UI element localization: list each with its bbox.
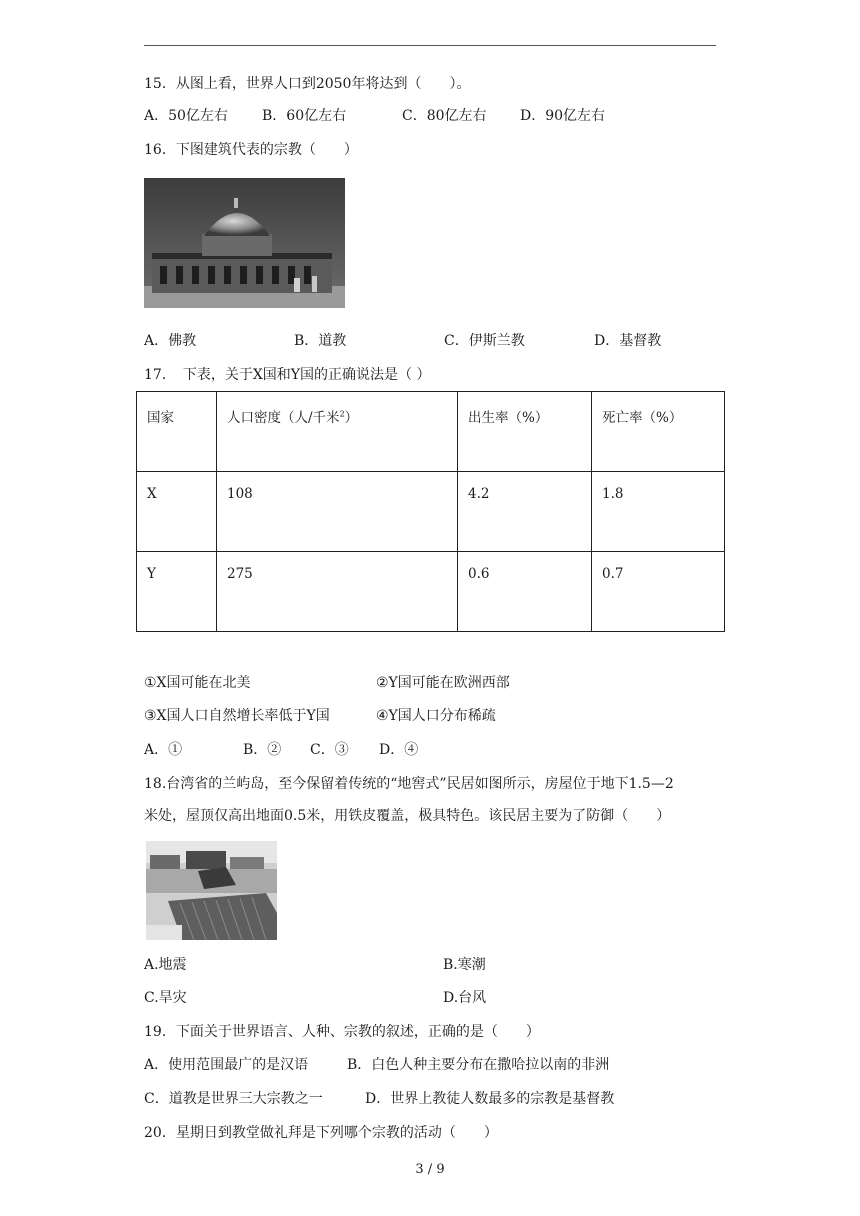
question-18-stem-line1: 18.台湾省的兰屿岛，至今保留着传统的“地窖式”民居如图所示，房屋位于地下1.5—2 — [144, 776, 674, 792]
table-header-row — [137, 392, 725, 472]
q16-option-a: A．佛教 — [144, 333, 197, 349]
table-row — [137, 552, 725, 632]
mosque-photo — [144, 178, 345, 308]
question-15-stem: 15．从图上看，世界人口到2050年将达到（ ）。 — [144, 76, 471, 92]
table-header-cell: 国家 — [137, 392, 217, 472]
question-18-stem-line2: 米处，屋顶仅高出地面0.5米，用铁皮覆盖，极具特色。该民居主要为了防御（ ） — [144, 808, 671, 824]
table-header-cell: 死亡率（%） — [592, 392, 725, 472]
header-rule — [144, 45, 716, 46]
table-cell: 0.6 — [458, 552, 592, 632]
q18-option-a: A.地震 — [144, 957, 187, 973]
table-cell: 1.8 — [592, 472, 725, 552]
q17-statement-4: ④Y国人口分布稀疏 — [376, 708, 496, 724]
cellar-house-photo — [146, 841, 277, 940]
q17-option-a: A．① — [144, 742, 183, 758]
q15-option-b: B．60亿左右 — [262, 108, 347, 124]
q17-statement-2: ②Y国可能在欧洲西部 — [376, 675, 510, 691]
table-cell: X — [137, 472, 217, 552]
q15-option-c: C．80亿左右 — [402, 108, 487, 124]
q19-option-d: D．世界上教徒人数最多的宗教是基督教 — [365, 1091, 615, 1107]
page-number: 3 / 9 — [415, 1162, 445, 1177]
q19-option-b: B．白色人种主要分布在撒哈拉以南的非洲 — [347, 1057, 610, 1073]
q19-option-c: C．道教是世界三大宗教之一 — [144, 1091, 323, 1107]
country-data-table — [136, 391, 725, 632]
q16-option-d: D．基督教 — [594, 333, 662, 349]
q16-option-b: B．道教 — [294, 333, 347, 349]
table-row — [137, 472, 725, 552]
question-20-stem: 20．星期日到教堂做礼拜是下列哪个宗教的活动（ ） — [144, 1125, 498, 1141]
q19-option-a: A．使用范围最广的是汉语 — [144, 1057, 309, 1073]
table-cell: 4.2 — [458, 472, 592, 552]
table-header-cell: 出生率（%） — [458, 392, 592, 472]
q17-statement-3: ③X国人口自然增长率低于Y国 — [144, 708, 330, 724]
table-cell: 0.7 — [592, 552, 725, 632]
q15-option-a: A．50亿左右 — [144, 108, 228, 124]
question-17-stem: 17． 下表，关于X国和Y国的正确说法是（ ） — [144, 367, 431, 383]
q17-option-d: D．④ — [379, 742, 419, 758]
q18-option-b: B.寒潮 — [443, 957, 486, 973]
question-16-stem: 16．下图建筑代表的宗教（ ） — [144, 142, 358, 158]
question-19-stem: 19．下面关于世界语言、人种、宗教的叙述，正确的是（ ） — [144, 1024, 540, 1040]
table-cell: 275 — [217, 552, 458, 632]
q18-option-c: C.旱灾 — [144, 990, 187, 1006]
q18-option-d: D.台风 — [443, 990, 487, 1006]
q16-option-c: C．伊斯兰教 — [444, 333, 525, 349]
table-cell: 108 — [217, 472, 458, 552]
q15-option-d: D．90亿左右 — [520, 108, 606, 124]
q17-option-c: C．③ — [310, 742, 349, 758]
table-cell: Y — [137, 552, 217, 632]
q17-statement-1: ①X国可能在北美 — [144, 675, 251, 691]
table-header-cell: 人口密度（人/千米$^2$） — [217, 392, 458, 472]
q17-option-b: B．② — [243, 742, 282, 758]
